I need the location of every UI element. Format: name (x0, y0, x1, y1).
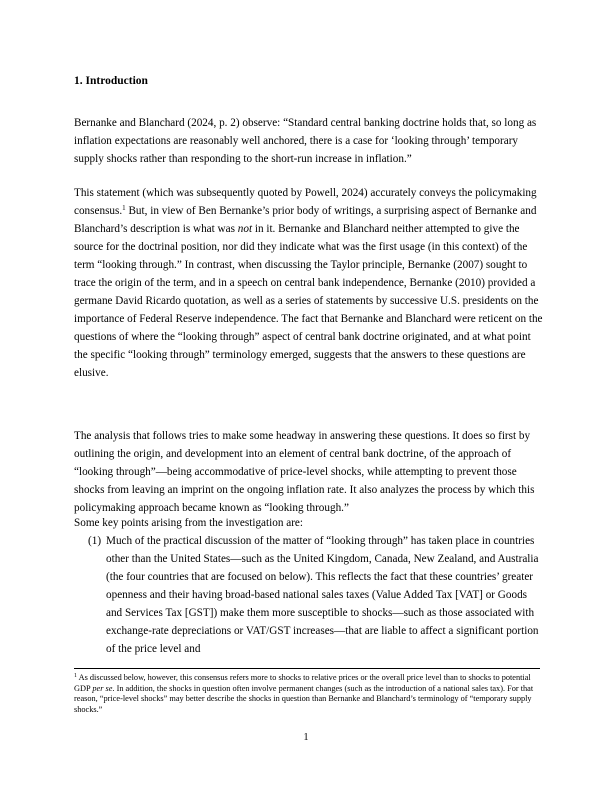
emphasis-not: not (237, 223, 253, 235)
list-item-number: (1) (88, 535, 102, 547)
footnote-reference[interactable]: 1 (122, 204, 126, 212)
paragraph-2 (74, 184, 544, 382)
footnote-marker: 1 (74, 673, 77, 679)
paragraph-3: The analysis that follows tries to make some headway in answering these questions. It does so first by outlining the origin, and development into an element of central bank doctrine, of the approach of “looking through”—being accommodative of price-level shocks, while attempting to prevent those shocks from leaving an imprint on the ongoing inflation rate. It also analyzes the process by which this policymaking approach became known as “looking through.” (74, 430, 535, 514)
paragraph-2-part-b: But, in view of Ben Bernanke’s prior body of writings, a surprising aspect of Bernanke and Blanchard’s description is what was (74, 205, 537, 235)
footnote-text-part-b: . In addition, the shocks in question often involve permanent changes (such as the introduction of a national sales tax). For that reason, “price-level shocks” may better describe the shocks in question than Bernanke and Blanchard’s terminology of “temporary supply shocks.” (74, 683, 534, 714)
list-item-text: Much of the practical discussion of the matter of “looking through” has taken place in countries other than the United States—such as the United Kingdom, Canada, New Zealand, and Australia (the four countries that are focused on below). This reflects the fact that these countries’ greater openness and their having broad-based national sales taxes (Value Added Tax [VAT] or Goods and Services Tax [GST]) make them more susceptible to shocks—such as those associated with exchange-rate depreciations or VAT/GST increases—that are liable to affect a significant portion of the price level and (106, 535, 539, 655)
paragraph-1: Bernanke and Blanchard (2024, p. 2) observe: “Standard central banking doctrine holds that, so long as inflation expectations are reasonably well anchored, there is a case for ‘looking through’ temporary supply shocks rather than responding to the short-run increase in inflation.” (74, 117, 537, 165)
paragraph-2-part-a: This statement (which was subsequently quoted by Powell, 2024) accurately conveys the policymaking consensus. (74, 187, 537, 217)
paragraph-2-part-c: in it. Bernanke and Blanchard neither attempted to give the source for the doctrinal position, nor did they indicate what was the first usage (in this context) of the term “looking through.” In contrast, when discussing the Taylor principle, Bernanke (2007) sought to trace the origin of the term, and in a speech on central bank independence, Bernanke (2010) provided a germane David Ricardo quotation, as well as a series of statements by successive U.S. presidents on the importance of Federal Reserve independence. The fact that Bernanke and Blanchard were reticent on the questions of where the “looking through” aspect of central bank doctrine originated, and at what point the specific “looking through” terminology emerged, suggests that the answers to these questions are elusive. (74, 223, 543, 379)
section-heading: 1. Introduction (74, 75, 148, 87)
footnote (74, 673, 544, 715)
paragraph-4: Some key points arising from the investigation are: (74, 517, 303, 529)
page-number: 1 (303, 732, 309, 743)
list-item (90, 532, 544, 658)
footnote-emphasis: per se (92, 683, 113, 693)
footnote-text-part-a: As discussed below, however, this consensus refers more to shocks to relative prices or the overall price level than to shocks to potential GDP (74, 673, 531, 693)
key-points-list (90, 532, 544, 658)
footnote-divider (74, 668, 540, 669)
